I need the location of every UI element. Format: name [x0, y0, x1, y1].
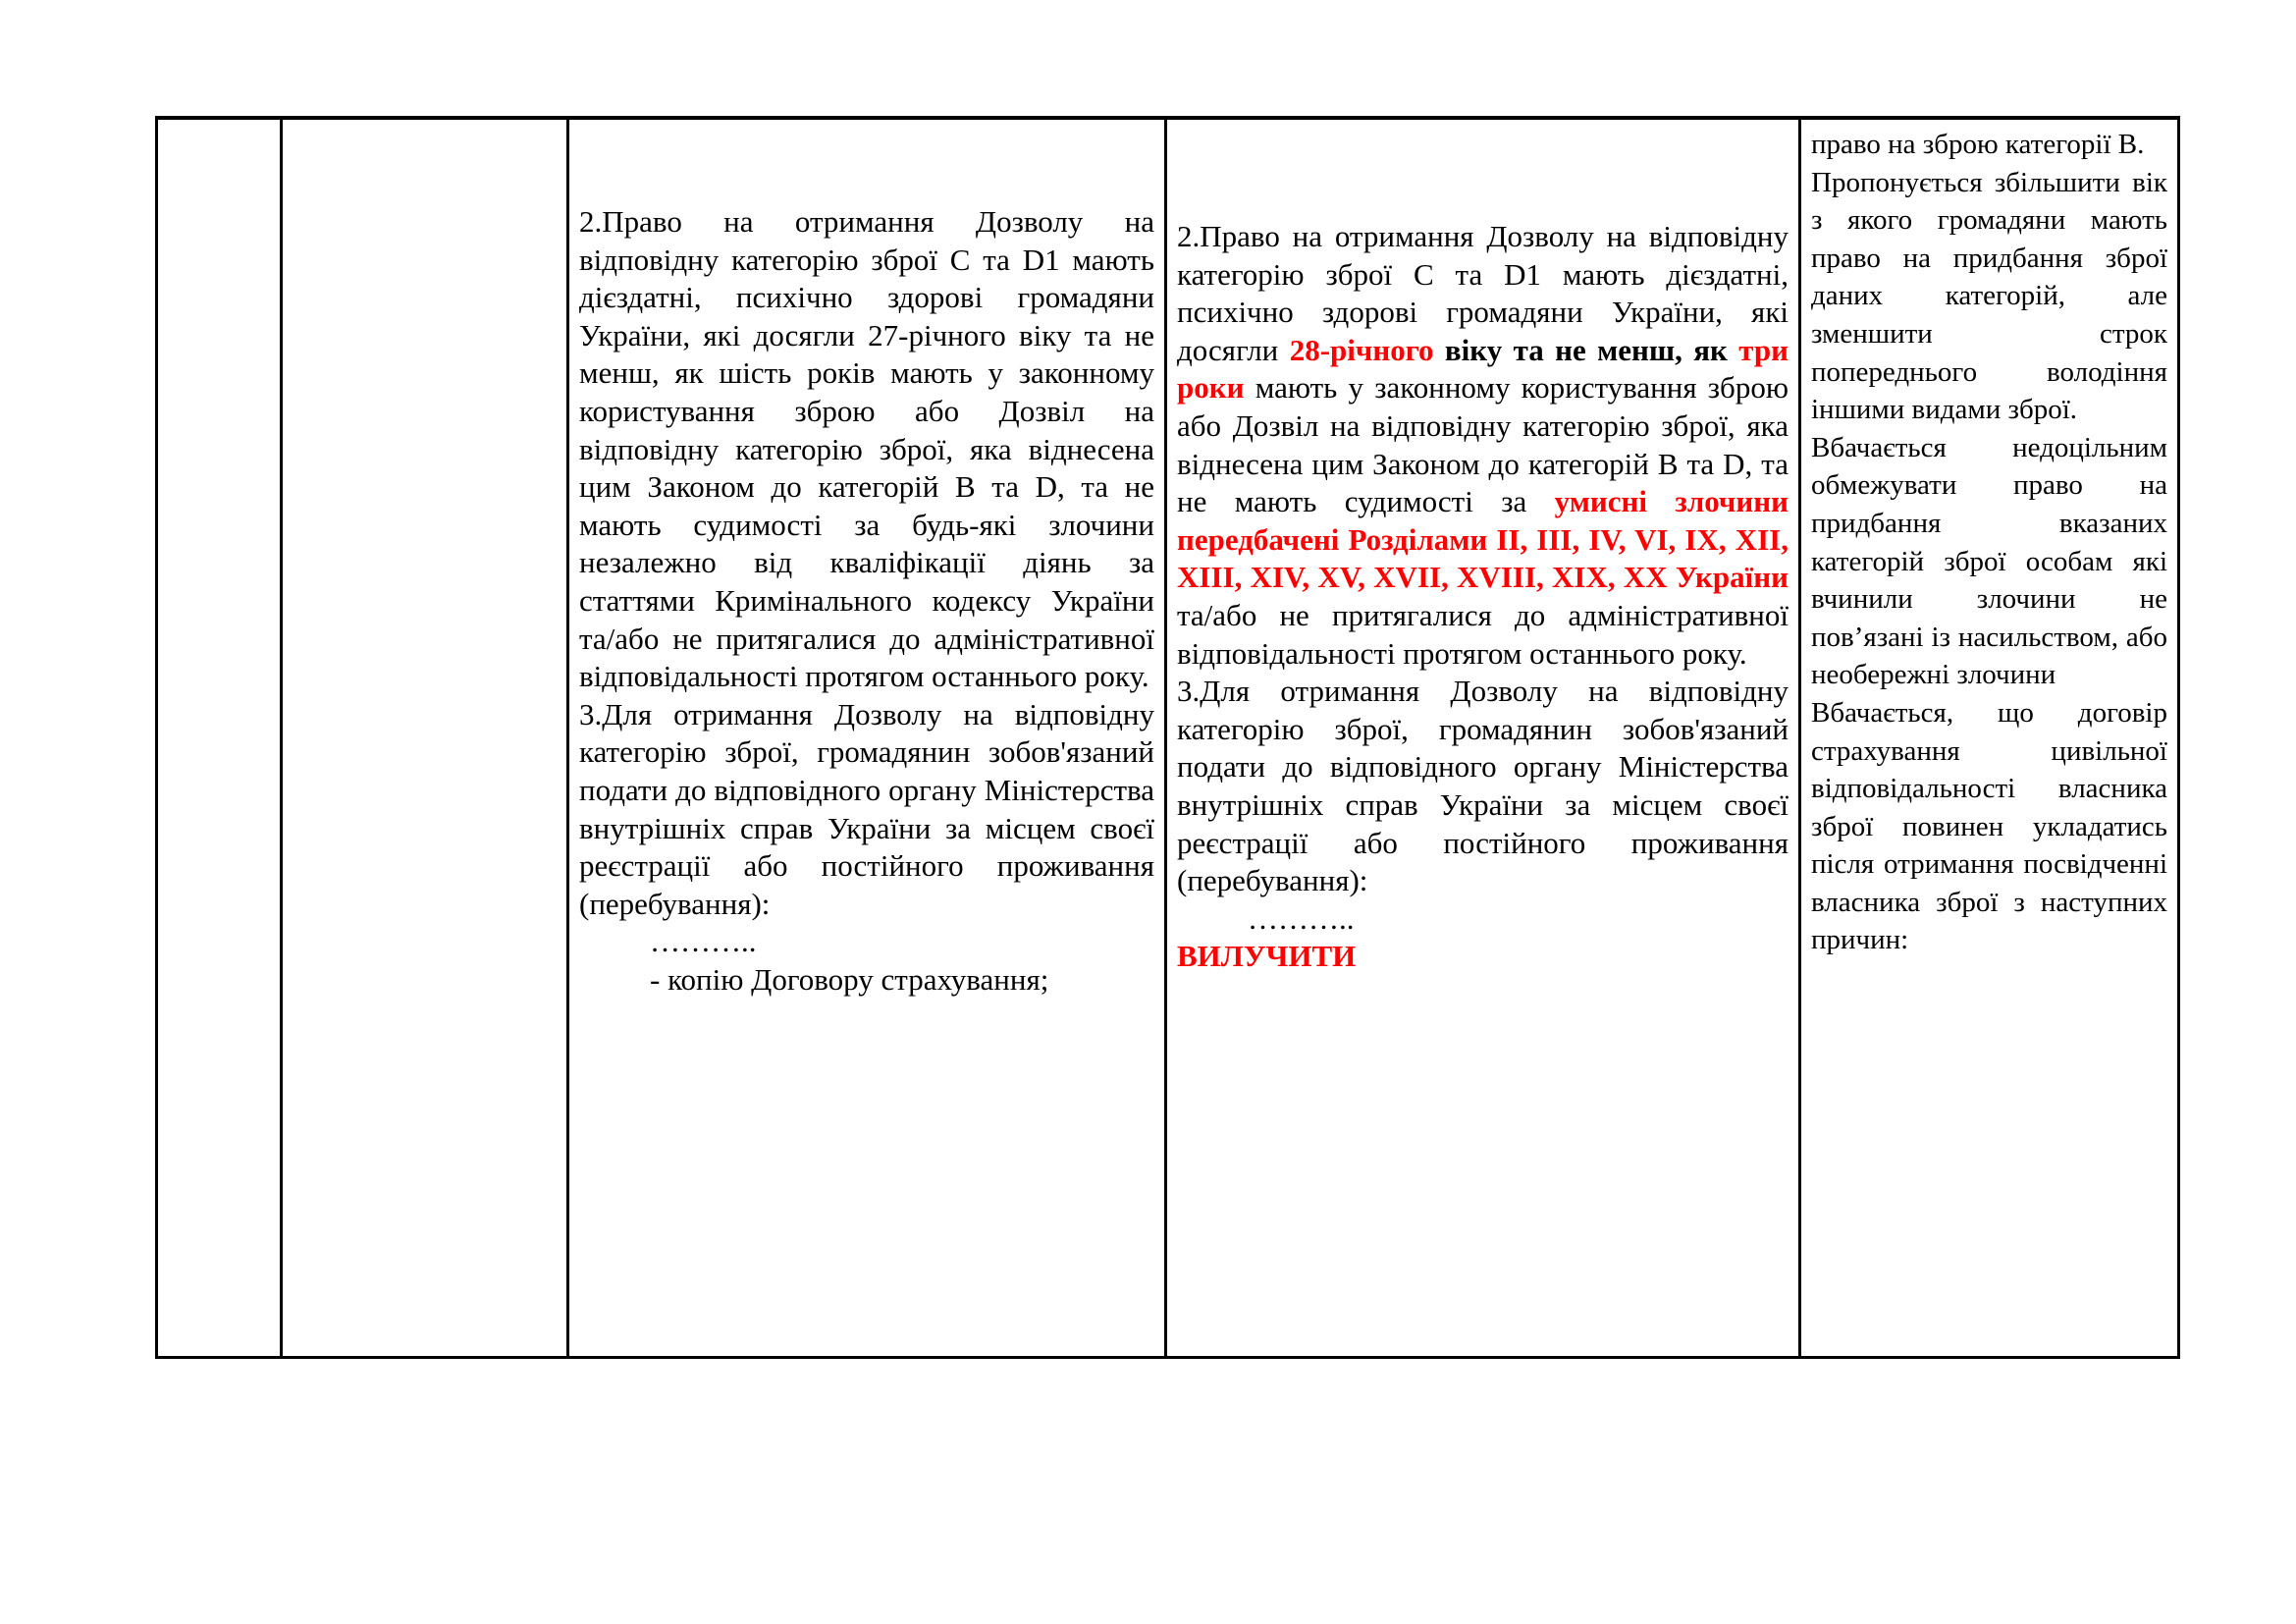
bold-fragment: віку та не менш, як [1433, 332, 1739, 367]
comment-age-increase: Пропонується збільшити вік з якого громадяни мають право на придбання зброї даних категорій, але зменшити строк попереднього володіння іншими видами зброї. [1811, 166, 2167, 426]
proposed-text-normal-1: 2.Право на отримання Дозволу на відповідну категорію зброї С та D1 мають дієздатні, психічно здорові громадяни України, які досягли [1177, 219, 1789, 367]
delete-directive: ВИЛУЧИТИ [1177, 939, 1357, 974]
current-law-paragraph-3: 3.Для отримання Дозволу на відповідну категорію зброї, громадянин зобов'язаний подати до відповідного органу Міністерства внутрішніх справ України за місцем своєї реєстрації або постійного проживання (перебування): [579, 696, 1154, 921]
current-law-paragraph-2: 2.Право на отримання Дозволу на відповідну категорію зброї С та D1 мають дієздатні, психічно здорові громадяни України, які досягли 27-річного віку та не менш, як шість років мають у законному користування зброю або Дозвіл на відповідну категорію зброї, яка віднесена цим Законом до категорій В та D, та не мають судимості за будь-які злочини незалежно від кваліфікації діянь за статтями Кримінального кодексу України та/або не притягалися до адміністративної відповідальності протягом останнього року. [579, 204, 1154, 694]
term-change-highlight: три роки [1177, 332, 1789, 406]
cell-current-law-text [568, 118, 1166, 1358]
law-comparison-table [155, 116, 2180, 1359]
ellipsis-line: ……….. [1248, 900, 1355, 936]
age-change-highlight: 28-річного [1289, 332, 1434, 367]
proposed-law-paragraph-3: 3.Для отримання Дозволу на відповідну категорію зброї, громадянин зобов'язаний подати до відповідного органу Міністерства внутрішніх справ України за місцем своєї реєстрації або постійного проживання (перебування): [1177, 674, 1789, 898]
ellipsis-line: ……….. [650, 924, 757, 959]
comment-restriction-opinion: Вбачається недоцільним обмежувати право на придбання вказаних категорій зброї особам які вчинили злочини не пов’язані із насильством, або необережні злочини [1811, 431, 2167, 691]
cell-empty-column [282, 118, 568, 1358]
cell-number-column [157, 118, 282, 1358]
cell-comments [1800, 118, 2179, 1358]
cell-proposed-law-text [1166, 118, 1800, 1358]
crimes-sections-highlight: умисні злочини передбачені Розділами II, III, IV, VI, IX, XII, XIII, XIV, XV, XVII, XVIII, XIX, XX України [1177, 484, 1789, 595]
comments-content [1801, 120, 2177, 959]
proposed-law-paragraph-2 [1177, 218, 1789, 673]
comment-continuation: право на зброю категорії В. [1811, 129, 2145, 160]
comment-insurance-opinion: Вбачається, що договір страхування цивільної відповідальності власника зброї повинен укладатись після отримання посвідченні власника зброї з наступних причин: [1811, 696, 2167, 956]
proposed-text-normal-3: та/або не притягалися до адміністративної відповідальності протягом останнього року. [1177, 597, 1789, 671]
table-row [157, 118, 2179, 1358]
current-law-content [569, 120, 1164, 999]
proposed-law-content [1167, 120, 1798, 976]
insurance-copy-item: - копію Договору страхування; [650, 961, 1049, 997]
proposed-text-normal-2: мають у законному користування зброю або Дозвіл на відповідну категорію зброї, яка віднесена цим Законом до категорій В та D, та не мають судимості за [1177, 370, 1789, 519]
